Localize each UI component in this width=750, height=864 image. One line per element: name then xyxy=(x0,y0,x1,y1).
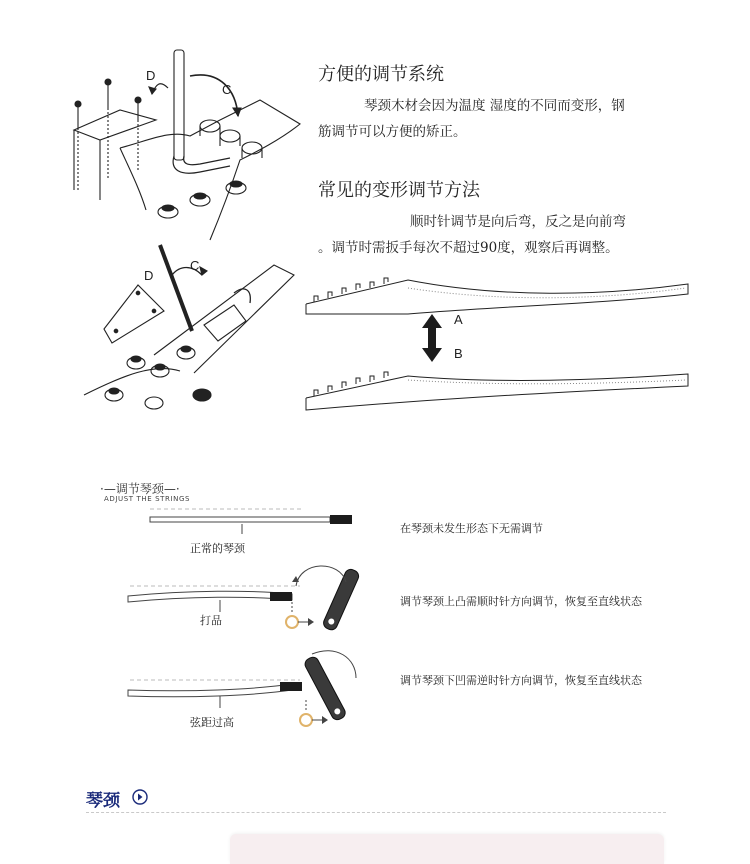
heading-dash-left: ·— xyxy=(100,482,116,496)
row-description: 调节琴颈上凸需顺时针方向调节，恢复至直线状态 xyxy=(400,595,642,608)
row-description: 在琴颈未发生形态下无需调节 xyxy=(400,522,543,535)
row-caption: 弦距过高 xyxy=(190,716,234,729)
bend-direction-arrow-icon xyxy=(420,314,444,362)
section2-body-line1: 顺时针调节是向后弯，反之是向前弯 xyxy=(410,214,626,230)
section-body-line2: 筋调节可以方便的矫正。 xyxy=(318,124,467,140)
neck-bend-diagram-b xyxy=(300,366,690,416)
footer-divider xyxy=(86,812,666,813)
label-b: B xyxy=(454,346,463,361)
footer-title: 琴颈 xyxy=(86,791,120,811)
heading-dash-right: —· xyxy=(163,482,180,496)
headstock-truss-illustration xyxy=(84,245,294,415)
row-caption: 打品 xyxy=(200,614,222,627)
label-a: A xyxy=(454,312,463,327)
neck-concave-diagram xyxy=(120,644,370,734)
row-caption: 正常的琴颈 xyxy=(190,542,245,555)
row-description: 调节琴颈下凹需逆时针方向调节，恢复至直线状态 xyxy=(400,674,642,687)
neck-convex-diagram xyxy=(120,560,370,640)
headstock-wrench-illustration xyxy=(60,40,310,240)
section-title-deformation: 常见的变形调节方法 xyxy=(318,180,480,201)
label-c-top: C xyxy=(222,82,232,97)
section-body-line1: 琴颈木材会因为温度 湿度的不同而变形，钢 xyxy=(364,98,625,114)
label-d-top: D xyxy=(146,68,156,83)
neck-normal-diagram xyxy=(120,504,360,534)
adjust-subheading: ADJUST THE STRINGS xyxy=(104,495,191,503)
neck-bend-diagram-a xyxy=(300,276,690,326)
adjust-heading-text: 调节琴颈 xyxy=(115,482,164,496)
label-d-bottom: D xyxy=(144,268,154,283)
circle-arrow-right-icon[interactable] xyxy=(132,789,148,805)
label-c-bottom: C xyxy=(190,258,200,273)
section2-body-line2: 。调节时需扳手每次不超过90度，观察后再调整。 xyxy=(318,240,619,256)
section-title-adjust-system: 方便的调节系统 xyxy=(318,64,444,85)
footer-panel xyxy=(230,834,664,864)
